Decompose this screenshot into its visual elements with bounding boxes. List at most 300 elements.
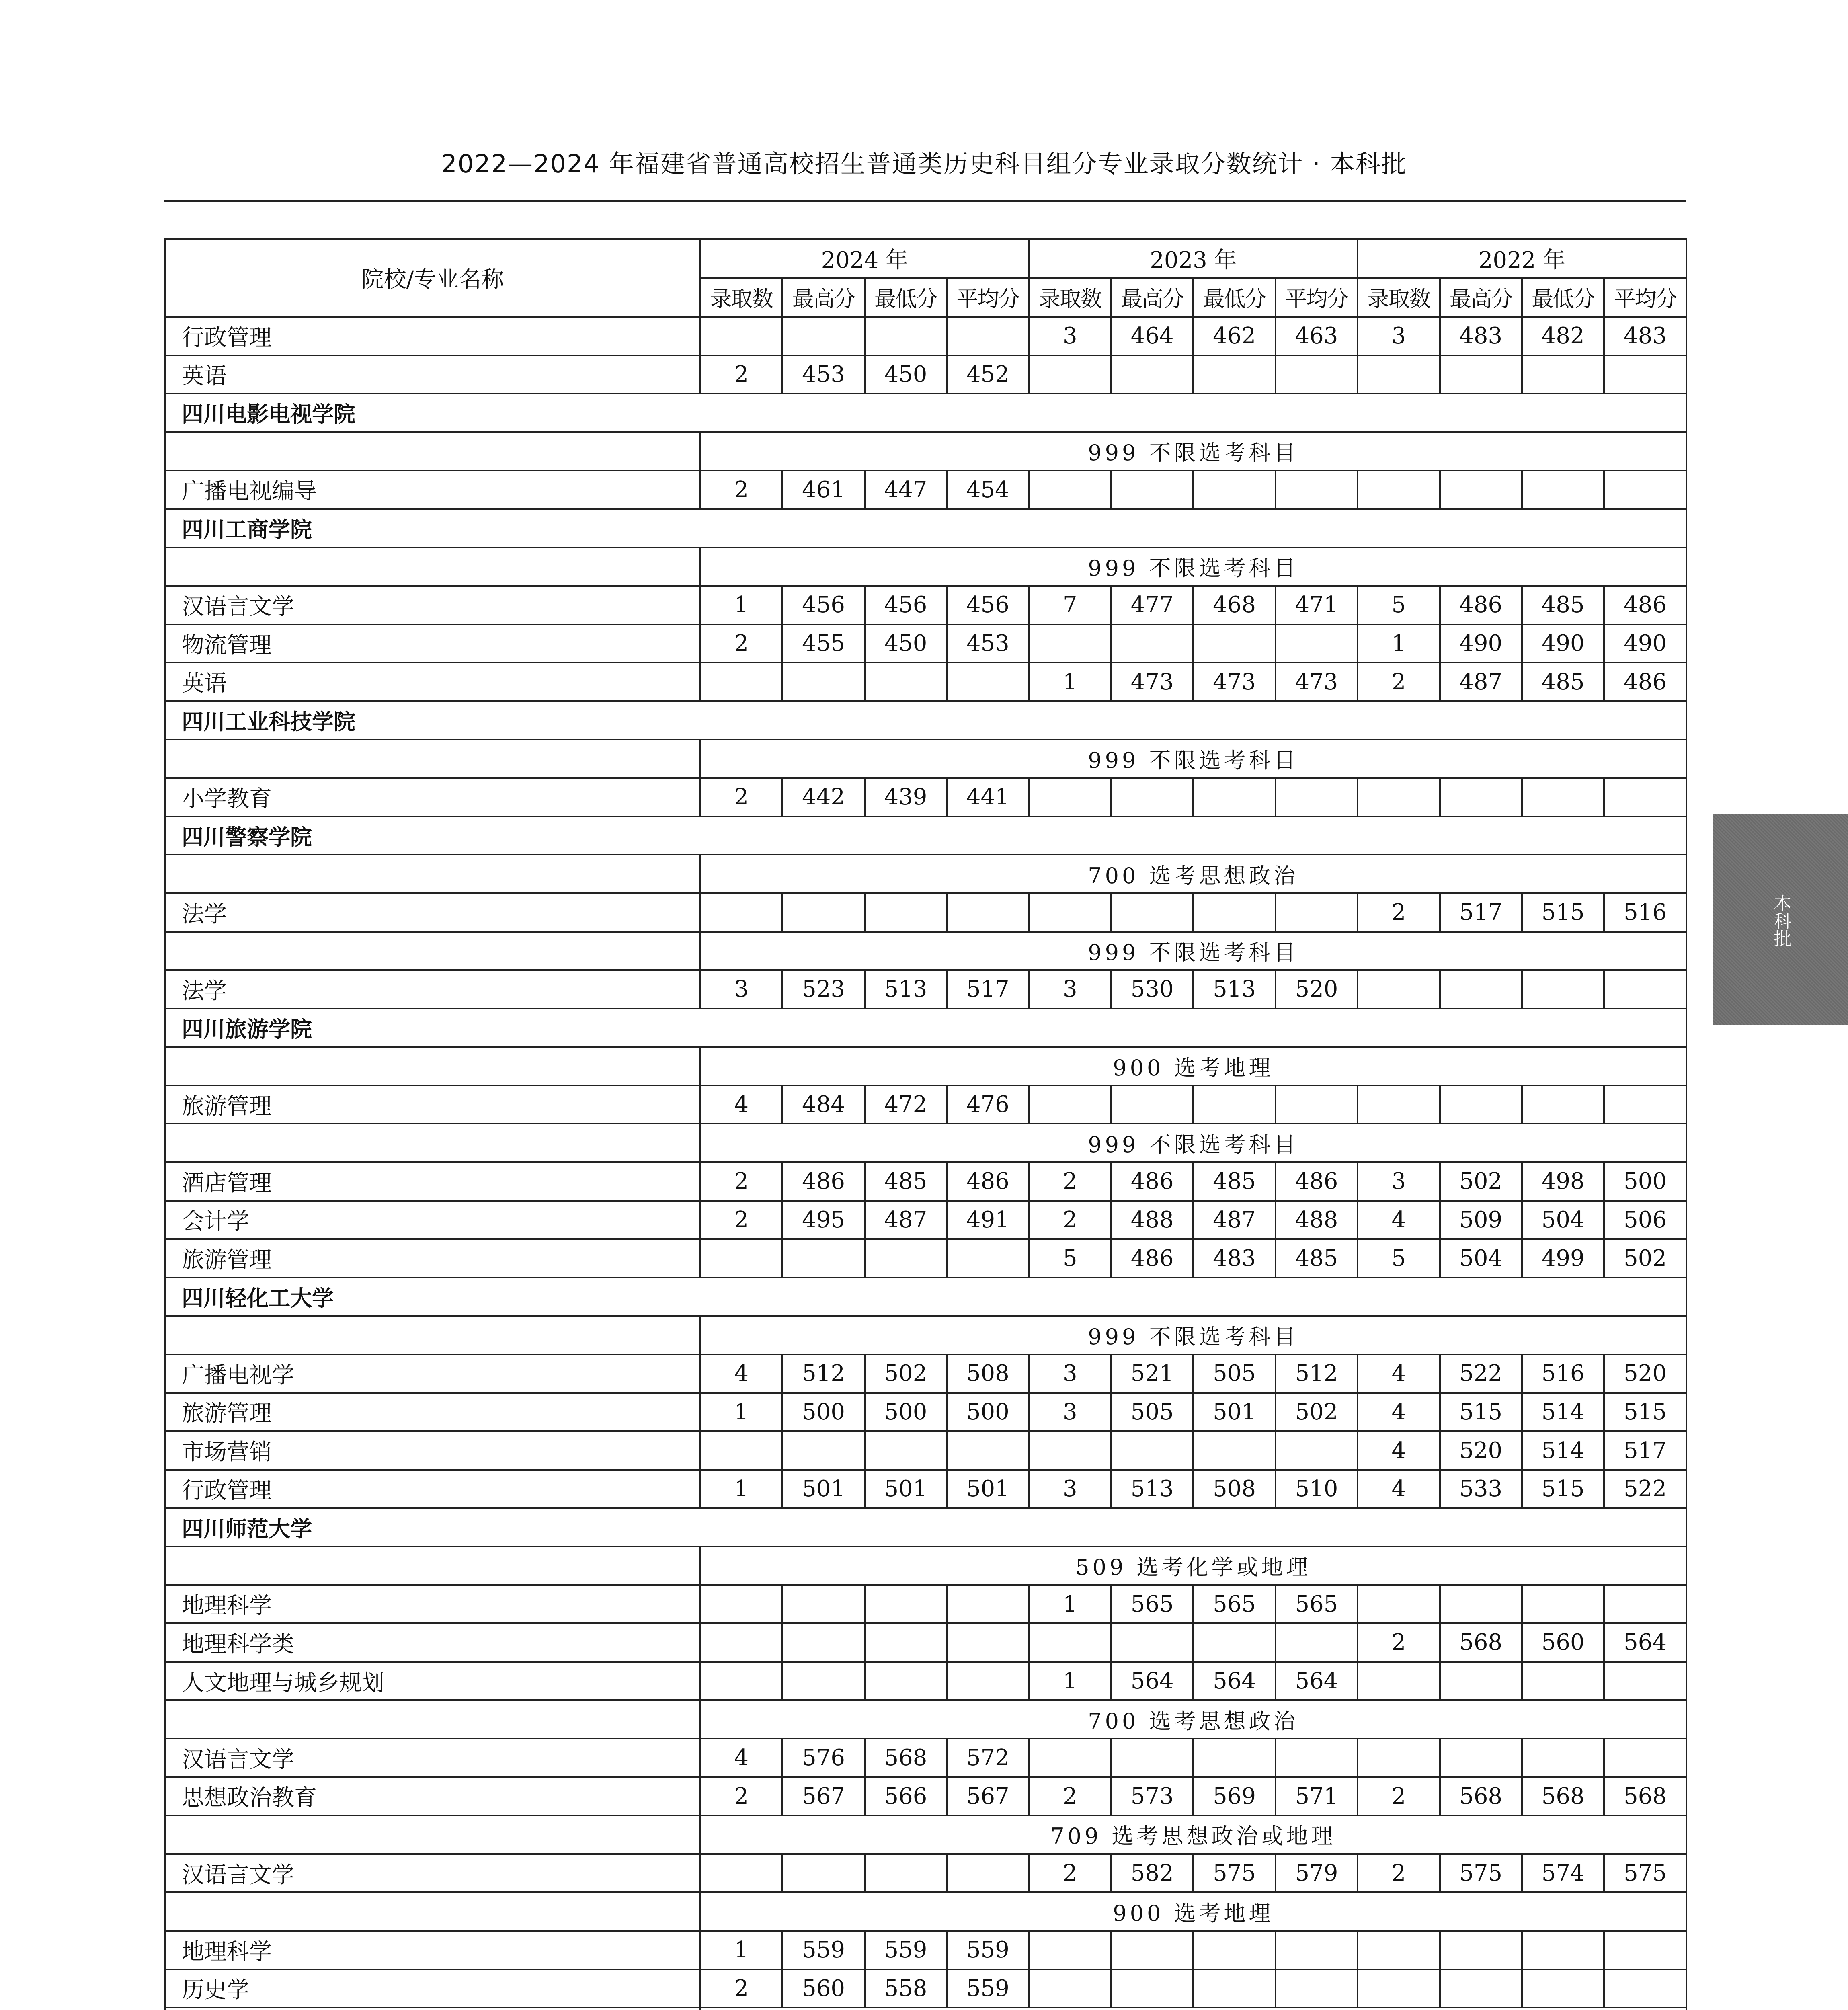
table-row: [165, 1470, 1686, 1508]
avg-score-cell: 522: [1604, 1470, 1686, 1508]
major-name: 法学: [165, 893, 700, 932]
major-name: 汉语言文学: [165, 586, 700, 624]
subheader-count: 录取数: [700, 278, 782, 317]
min-score-cell: 468: [1193, 586, 1275, 624]
subject-requirement: [700, 2008, 1686, 2010]
count-cell: 2: [1358, 1777, 1440, 1816]
count-cell: 2: [1358, 1854, 1440, 1893]
max-score-cell: 520: [1440, 1431, 1522, 1470]
count-cell: 5: [1358, 586, 1440, 624]
max-score-cell: 509: [1440, 1201, 1522, 1239]
school-name: 四川旅游学院: [165, 1009, 1686, 1047]
max-score-cell: [1440, 778, 1522, 816]
count-cell: [1358, 970, 1440, 1009]
blank-cell: [165, 932, 700, 970]
avg-score-cell: [1276, 1931, 1358, 1969]
min-score-cell: [1193, 1969, 1275, 2008]
avg-score-cell: [947, 1431, 1029, 1470]
blank-cell: [165, 432, 700, 471]
avg-score-cell: 506: [1604, 1201, 1686, 1239]
subject-requirement-row: [165, 1546, 1686, 1585]
subheader-max: 最高分: [782, 278, 864, 317]
max-score-cell: 495: [782, 1201, 864, 1239]
major-name: 广播电视学: [165, 1354, 700, 1393]
avg-score-cell: 502: [1276, 1393, 1358, 1432]
min-score-cell: 439: [865, 778, 947, 816]
max-score-cell: [1440, 1585, 1522, 1624]
count-cell: 2: [700, 1969, 782, 2008]
year-header-2024: 2024 年: [700, 239, 1029, 278]
table-row: [165, 624, 1686, 663]
table-row: [165, 470, 1686, 509]
avg-score-cell: 491: [947, 1201, 1029, 1239]
subject-requirement: 900 选考地理: [700, 1892, 1686, 1931]
max-score-cell: 512: [782, 1354, 864, 1393]
table-row: [165, 1739, 1686, 1777]
count-cell: [700, 1623, 782, 1662]
section-side-tab-label: 本科批: [1770, 894, 1791, 947]
avg-score-cell: 575: [1604, 1854, 1686, 1893]
school-name: 四川警察学院: [165, 816, 1686, 855]
subject-requirement: 999 不限选考科目: [700, 548, 1686, 586]
avg-score-cell: 559: [947, 1931, 1029, 1969]
min-score-cell: [1193, 1931, 1275, 1969]
max-score-cell: [782, 1585, 864, 1624]
max-score-cell: [1111, 1969, 1193, 2008]
min-score-cell: 558: [865, 1969, 947, 2008]
blank-cell: [165, 548, 700, 586]
min-score-cell: 456: [865, 586, 947, 624]
avg-score-cell: 517: [947, 970, 1029, 1009]
school-name: 四川轻化工大学: [165, 1278, 1686, 1316]
major-name: 地理科学: [165, 1585, 700, 1624]
min-score-cell: [1193, 778, 1275, 816]
avg-score-cell: [1276, 1431, 1358, 1470]
avg-score-cell: 486: [1604, 586, 1686, 624]
max-score-cell: 530: [1111, 970, 1193, 1009]
avg-score-cell: [947, 1623, 1029, 1662]
min-score-cell: 574: [1522, 1854, 1604, 1893]
max-score-cell: [1111, 624, 1193, 663]
school-row: [165, 394, 1686, 432]
min-score-cell: [1193, 1085, 1275, 1124]
max-score-cell: [1440, 970, 1522, 1009]
count-cell: 4: [700, 1085, 782, 1124]
min-score-cell: 490: [1522, 624, 1604, 663]
max-score-cell: [1440, 1739, 1522, 1777]
min-score-cell: 501: [865, 1470, 947, 1508]
count-cell: [1029, 1623, 1111, 1662]
max-score-cell: 442: [782, 778, 864, 816]
major-name: 英语: [165, 355, 700, 394]
max-score-cell: 501: [782, 1470, 864, 1508]
count-cell: 2: [700, 355, 782, 394]
max-score-cell: 473: [1111, 662, 1193, 701]
max-score-cell: 483: [1440, 317, 1522, 355]
count-cell: 1: [1358, 624, 1440, 663]
min-score-cell: 462: [1193, 317, 1275, 355]
count-cell: 3: [1358, 317, 1440, 355]
max-score-cell: [1111, 1623, 1193, 1662]
min-score-cell: 513: [865, 970, 947, 1009]
min-score-cell: 513: [1193, 970, 1275, 1009]
avg-score-cell: 452: [947, 355, 1029, 394]
count-cell: 3: [1029, 1393, 1111, 1432]
major-name: 人文地理与城乡规划: [165, 1662, 700, 1700]
count-cell: 3: [1029, 1354, 1111, 1393]
max-score-cell: [782, 1431, 864, 1470]
min-score-cell: 564: [1193, 1662, 1275, 1700]
max-score-cell: 573: [1111, 1777, 1193, 1816]
max-score-cell: 559: [782, 1931, 864, 1969]
table-row: [165, 355, 1686, 394]
school-row: [165, 1009, 1686, 1047]
min-score-cell: 485: [1522, 662, 1604, 701]
table-row: [165, 317, 1686, 355]
count-cell: [1358, 1085, 1440, 1124]
avg-score-cell: [1276, 1739, 1358, 1777]
min-score-cell: 483: [1193, 1239, 1275, 1278]
avg-score-cell: [1276, 1085, 1358, 1124]
count-cell: [1358, 355, 1440, 394]
page-header-title: 2022—2024 年福建省普通高校招生普通类历史科目组分专业录取分数统计 · 本科批: [441, 149, 1407, 178]
max-score-cell: 486: [1111, 1239, 1193, 1278]
school-row: [165, 509, 1686, 548]
max-score-cell: [782, 1662, 864, 1700]
subheader-max: 最高分: [1111, 278, 1193, 317]
count-cell: [700, 1239, 782, 1278]
min-score-cell: 568: [865, 1739, 947, 1777]
subject-requirement-row: [165, 548, 1686, 586]
max-score-cell: 490: [1440, 624, 1522, 663]
avg-score-cell: [947, 1854, 1029, 1893]
min-score-cell: [1193, 1739, 1275, 1777]
count-cell: [700, 662, 782, 701]
min-score-cell: 499: [1522, 1239, 1604, 1278]
count-cell: [1029, 1085, 1111, 1124]
count-cell: 2: [700, 624, 782, 663]
avg-score-cell: 510: [1276, 1470, 1358, 1508]
max-score-cell: 564: [1111, 1662, 1193, 1700]
min-score-cell: 447: [865, 470, 947, 509]
subject-requirement: 999 不限选考科目: [700, 1316, 1686, 1354]
count-cell: [1358, 1969, 1440, 2008]
max-score-cell: [1440, 355, 1522, 394]
avg-score-cell: 508: [947, 1354, 1029, 1393]
max-score-cell: [1440, 1085, 1522, 1124]
avg-score-cell: 454: [947, 470, 1029, 509]
min-score-cell: [1193, 1431, 1275, 1470]
min-score-cell: 568: [1522, 1777, 1604, 1816]
blank-cell: [165, 1316, 700, 1354]
max-score-cell: [782, 893, 864, 932]
min-score-cell: [1522, 1662, 1604, 1700]
max-score-cell: 487: [1440, 662, 1522, 701]
avg-score-cell: 441: [947, 778, 1029, 816]
count-cell: 4: [700, 1739, 782, 1777]
count-cell: 5: [1029, 1239, 1111, 1278]
avg-score-cell: [1276, 778, 1358, 816]
subject-requirement-row: [165, 1316, 1686, 1354]
subject-requirement: 509 选考化学或地理: [700, 1546, 1686, 1585]
avg-score-cell: 463: [1276, 317, 1358, 355]
blank-cell: [165, 740, 700, 778]
min-score-cell: [865, 317, 947, 355]
section-side-tab: [1713, 814, 1848, 1025]
max-score-cell: [782, 317, 864, 355]
major-name: 思想政治教育: [165, 1777, 700, 1816]
subject-requirement: 700 选考思想政治: [700, 855, 1686, 893]
max-score-cell: 477: [1111, 586, 1193, 624]
avg-score-cell: 559: [947, 1969, 1029, 2008]
count-cell: [700, 1585, 782, 1624]
avg-score-cell: 565: [1276, 1585, 1358, 1624]
count-cell: 3: [1029, 970, 1111, 1009]
min-score-cell: 516: [1522, 1354, 1604, 1393]
table-row: [165, 662, 1686, 701]
max-score-cell: 513: [1111, 1470, 1193, 1508]
min-score-cell: [865, 1239, 947, 1278]
table-row: [165, 1085, 1686, 1124]
min-score-cell: [865, 1431, 947, 1470]
avg-score-cell: 502: [1604, 1239, 1686, 1278]
avg-score-cell: 520: [1276, 970, 1358, 1009]
avg-score-cell: 571: [1276, 1777, 1358, 1816]
min-score-cell: [1522, 355, 1604, 394]
min-score-cell: [1193, 624, 1275, 663]
min-score-cell: [865, 1585, 947, 1624]
admission-score-table: [164, 238, 1687, 2010]
school-row: [165, 1278, 1686, 1316]
avg-score-cell: 572: [947, 1739, 1029, 1777]
blank-cell: [165, 1815, 700, 1854]
count-cell: 4: [1358, 1393, 1440, 1432]
avg-score-cell: [947, 662, 1029, 701]
max-score-cell: [1111, 1431, 1193, 1470]
count-cell: 1: [1029, 1662, 1111, 1700]
max-score-cell: 565: [1111, 1585, 1193, 1624]
avg-score-cell: 520: [1604, 1354, 1686, 1393]
min-score-cell: 498: [1522, 1162, 1604, 1201]
min-score-cell: 487: [1193, 1201, 1275, 1239]
count-cell: 2: [1029, 1201, 1111, 1239]
min-score-cell: [1522, 1585, 1604, 1624]
min-score-cell: 485: [865, 1162, 947, 1201]
major-name: 英语: [165, 662, 700, 701]
max-score-cell: [1111, 1085, 1193, 1124]
min-score-cell: 569: [1193, 1777, 1275, 1816]
count-cell: 2: [700, 1162, 782, 1201]
subject-requirement-row: [165, 932, 1686, 970]
year-header-2022: 2022 年: [1358, 239, 1686, 278]
count-cell: [700, 893, 782, 932]
max-score-cell: 568: [1440, 1623, 1522, 1662]
major-name: 市场营销: [165, 1431, 700, 1470]
count-cell: 1: [700, 1393, 782, 1432]
subheader-count: 录取数: [1358, 278, 1440, 317]
count-cell: [700, 1854, 782, 1893]
max-score-cell: 455: [782, 624, 864, 663]
min-score-cell: [1522, 970, 1604, 1009]
major-name: 历史学: [165, 1969, 700, 2008]
subject-requirement: 900 选考地理: [700, 1047, 1686, 1085]
avg-score-cell: [947, 1239, 1029, 1278]
table-row: [165, 1162, 1686, 1201]
table-body: [165, 317, 1686, 2010]
table-row: [165, 1239, 1686, 1278]
table-row: [165, 1354, 1686, 1393]
min-score-cell: 515: [1522, 893, 1604, 932]
max-score-cell: 521: [1111, 1354, 1193, 1393]
count-cell: 7: [1029, 586, 1111, 624]
avg-score-cell: [1604, 470, 1686, 509]
count-cell: [1029, 470, 1111, 509]
header-divider: [164, 200, 1686, 202]
count-cell: [700, 1431, 782, 1470]
count-cell: 1: [700, 1470, 782, 1508]
min-score-cell: 559: [865, 1931, 947, 1969]
major-name: 旅游管理: [165, 1239, 700, 1278]
count-cell: 4: [1358, 1201, 1440, 1239]
year-header-2023: 2023 年: [1029, 239, 1358, 278]
table-row: [165, 970, 1686, 1009]
max-score-cell: [1111, 470, 1193, 509]
count-cell: 2: [1029, 1162, 1111, 1201]
count-cell: 4: [700, 1354, 782, 1393]
count-cell: 3: [700, 970, 782, 1009]
min-score-cell: [1522, 1739, 1604, 1777]
avg-score-cell: 471: [1276, 586, 1358, 624]
blank-cell: [165, 1124, 700, 1162]
min-score-cell: 566: [865, 1777, 947, 1816]
max-score-cell: [1111, 778, 1193, 816]
major-name: 行政管理: [165, 317, 700, 355]
major-name: 会计学: [165, 1201, 700, 1239]
table-row: [165, 586, 1686, 624]
max-score-cell: 488: [1111, 1201, 1193, 1239]
avg-score-cell: [947, 317, 1029, 355]
min-score-cell: [1193, 893, 1275, 932]
count-cell: 4: [1358, 1470, 1440, 1508]
subject-requirement-row: [165, 1700, 1686, 1739]
count-cell: 4: [1358, 1354, 1440, 1393]
subject-requirement: 999 不限选考科目: [700, 932, 1686, 970]
school-name: 四川师范大学: [165, 1508, 1686, 1546]
avg-score-cell: 490: [1604, 624, 1686, 663]
min-score-cell: [1522, 1931, 1604, 1969]
avg-score-cell: 564: [1604, 1623, 1686, 1662]
min-score-cell: [865, 1854, 947, 1893]
avg-score-cell: [1276, 1969, 1358, 2008]
avg-score-cell: 516: [1604, 893, 1686, 932]
max-score-cell: [1440, 1931, 1522, 1969]
max-score-cell: [1111, 355, 1193, 394]
avg-score-cell: 453: [947, 624, 1029, 663]
min-score-cell: 502: [865, 1354, 947, 1393]
min-score-cell: 515: [1522, 1470, 1604, 1508]
table-row: [165, 1854, 1686, 1893]
count-cell: [1029, 355, 1111, 394]
count-cell: [1358, 1585, 1440, 1624]
table-row: [165, 893, 1686, 932]
avg-score-cell: [947, 893, 1029, 932]
school-row: [165, 1508, 1686, 1546]
max-score-cell: 500: [782, 1393, 864, 1432]
major-name: 广播电视编导: [165, 470, 700, 509]
subject-requirement-row: [165, 1815, 1686, 1854]
avg-score-cell: 517: [1604, 1431, 1686, 1470]
max-score-cell: 523: [782, 970, 864, 1009]
school-name: 四川工业科技学院: [165, 701, 1686, 740]
count-cell: 2: [700, 470, 782, 509]
major-name: 地理科学类: [165, 1623, 700, 1662]
min-score-cell: 514: [1522, 1431, 1604, 1470]
subject-requirement-row: [165, 2008, 1686, 2010]
count-cell: [1358, 778, 1440, 816]
count-cell: 1: [1029, 662, 1111, 701]
max-score-cell: 582: [1111, 1854, 1193, 1893]
school-name: 四川电影电视学院: [165, 394, 1686, 432]
table-row: [165, 1585, 1686, 1624]
count-cell: 1: [700, 586, 782, 624]
count-cell: 3: [1029, 1470, 1111, 1508]
avg-score-cell: [1276, 355, 1358, 394]
max-score-cell: 484: [782, 1085, 864, 1124]
min-score-cell: 487: [865, 1201, 947, 1239]
major-name: 旅游管理: [165, 1085, 700, 1124]
blank-cell: [165, 2008, 700, 2010]
min-score-cell: [1193, 355, 1275, 394]
max-score-cell: 453: [782, 355, 864, 394]
avg-score-cell: 515: [1604, 1393, 1686, 1432]
count-cell: [1029, 778, 1111, 816]
blank-cell: [165, 1892, 700, 1931]
max-score-cell: 567: [782, 1777, 864, 1816]
subject-requirement-row: [165, 1047, 1686, 1085]
avg-score-cell: [1276, 1623, 1358, 1662]
max-score-cell: [782, 662, 864, 701]
avg-score-cell: [1604, 778, 1686, 816]
count-cell: 1: [700, 1931, 782, 1969]
max-score-cell: [1111, 1739, 1193, 1777]
min-score-cell: 504: [1522, 1201, 1604, 1239]
avg-score-cell: [1276, 893, 1358, 932]
max-score-cell: 505: [1111, 1393, 1193, 1432]
min-score-cell: 560: [1522, 1623, 1604, 1662]
avg-score-cell: 501: [947, 1470, 1029, 1508]
subheader-max: 最高分: [1440, 278, 1522, 317]
avg-score-cell: 500: [1604, 1162, 1686, 1201]
count-cell: 4: [1358, 1431, 1440, 1470]
max-score-cell: [782, 1854, 864, 1893]
major-name: 酒店管理: [165, 1162, 700, 1201]
subheader-count: 录取数: [1029, 278, 1111, 317]
avg-score-cell: [1604, 1585, 1686, 1624]
avg-score-cell: 488: [1276, 1201, 1358, 1239]
count-cell: 3: [1029, 317, 1111, 355]
max-score-cell: 568: [1440, 1777, 1522, 1816]
max-score-cell: 560: [782, 1969, 864, 2008]
count-cell: [1029, 1739, 1111, 1777]
table-row: [165, 1623, 1686, 1662]
count-cell: [1358, 1739, 1440, 1777]
major-name: 小学教育: [165, 778, 700, 816]
avg-score-cell: [1604, 970, 1686, 1009]
avg-score-cell: [1604, 355, 1686, 394]
min-score-cell: 482: [1522, 317, 1604, 355]
subheader-min: 最低分: [1522, 278, 1604, 317]
major-name: 行政管理: [165, 1470, 700, 1508]
